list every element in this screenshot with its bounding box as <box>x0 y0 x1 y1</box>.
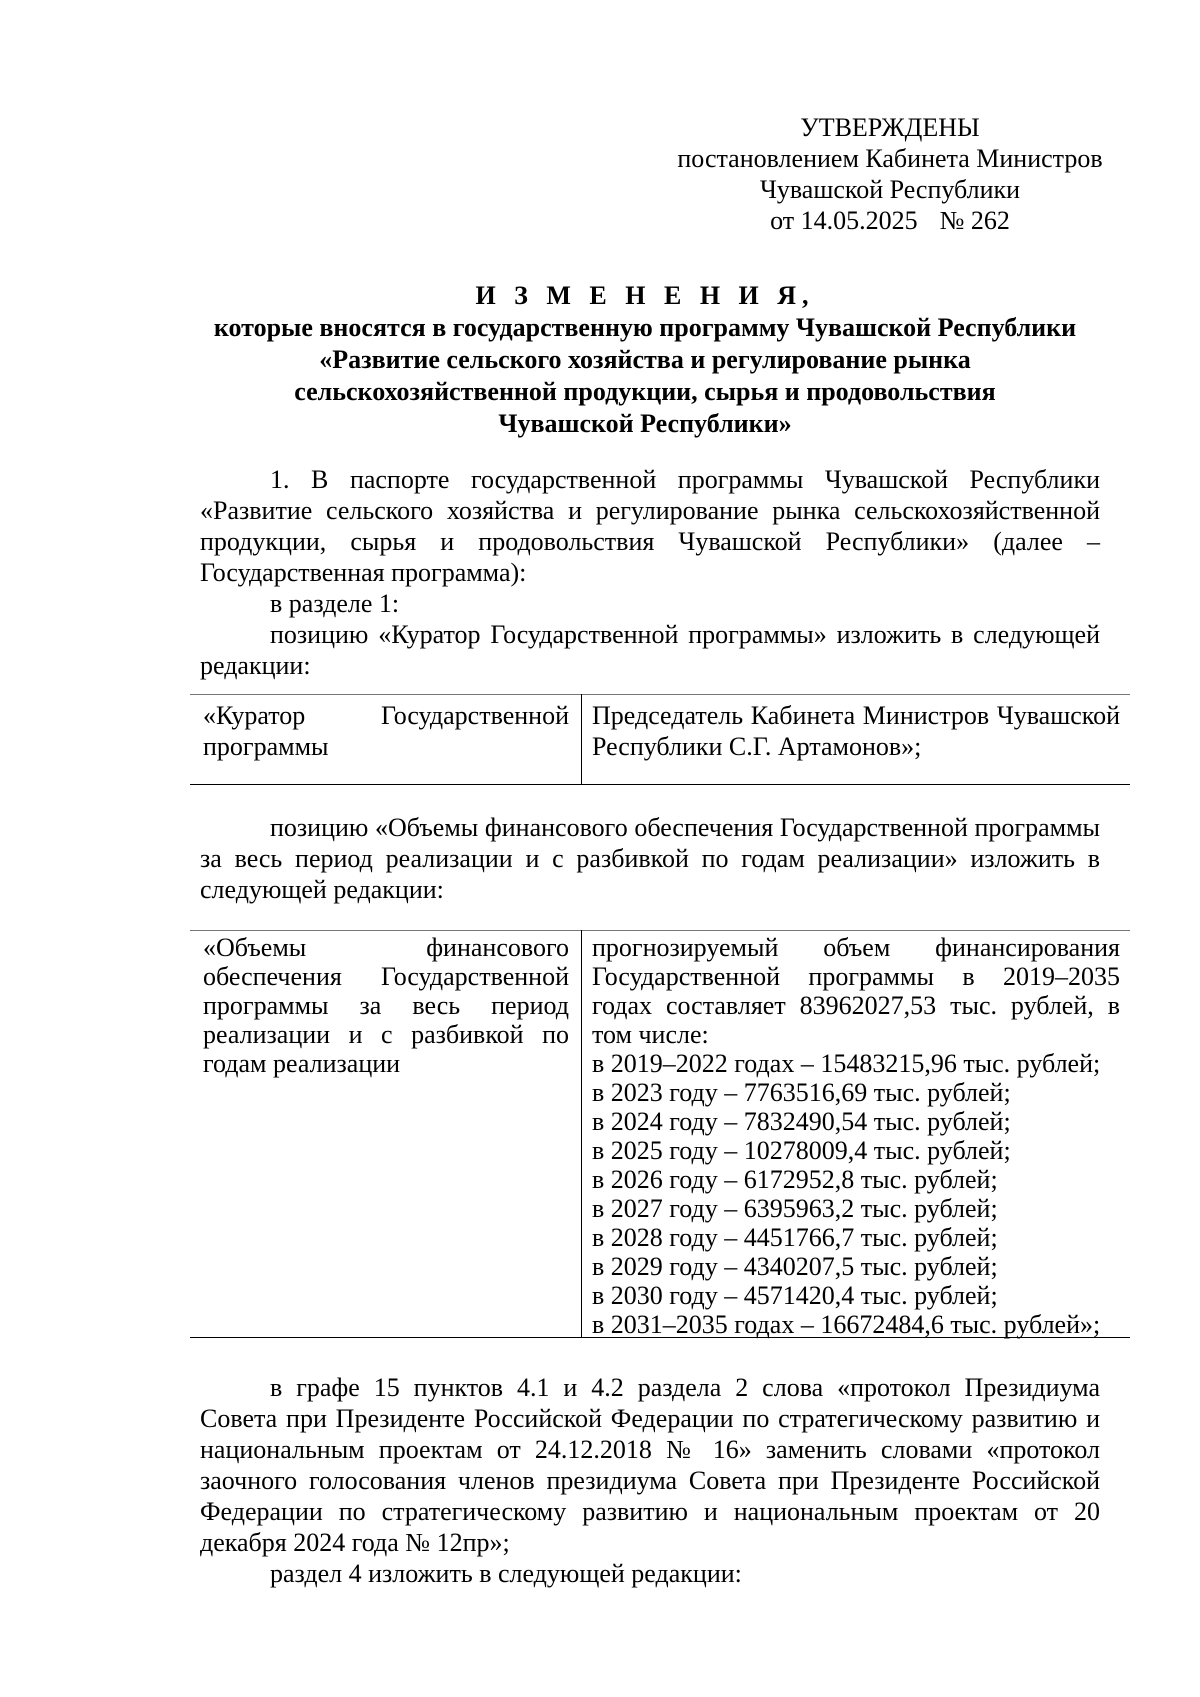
financing-year-line: в 2019–2022 годах – 15483215,96 тыс. рублей; <box>592 1049 1101 1078</box>
paragraph-financing-position: позицию «Объемы финансового обеспечения Государственной программы за весь период реализации и с разбивкой по годам реализации» изложить в следующей редакции: <box>200 813 1100 904</box>
approval-date: от 14.05.2025 <box>770 206 918 235</box>
table-column-divider <box>581 930 582 1337</box>
financing-total-text: прогнозируемый объем финансирования Государственной программы в 2019–2035 годах составляет 83962027,53 тыс. рублей, в том числе: <box>592 933 1120 1049</box>
table-border-bottom <box>190 784 1130 785</box>
financing-year-line: в 2028 году – 4451766,7 тыс. рублей; <box>592 1223 998 1252</box>
table-border-top <box>190 930 1130 931</box>
financing-year-line: в 2026 году – 6172952,8 тыс. рублей; <box>592 1165 998 1194</box>
financing-year-line: в 2025 году – 10278009,4 тыс. рублей; <box>592 1136 1011 1165</box>
approval-title: УТВЕРЖДЕНЫ <box>800 113 980 142</box>
paragraph-curator-position: позицию «Куратор Государственной программы» изложить в следующей редакции: <box>200 620 1100 680</box>
financing-table-left-cell: «Объемы финансового обеспечения Государственной программы за весь период реализации и с разбивкой по годам реализации <box>203 933 569 1078</box>
approval-line-authority: постановлением Кабинета Министров <box>677 144 1103 173</box>
financing-year-line: в 2029 году – 4340207,5 тыс. рублей; <box>592 1252 998 1281</box>
approval-date-line <box>660 205 1120 236</box>
financing-year-line: в 2031–2035 годах – 16672484,6 тыс. рублей»; <box>592 1310 1101 1339</box>
paragraph-section-1: в разделе 1: <box>270 589 400 618</box>
paragraph-section-4: раздел 4 изложить в следующей редакции: <box>270 1559 742 1588</box>
financing-table-right-cell <box>592 933 1120 1339</box>
table-border-top <box>190 694 1130 695</box>
curator-table-right-cell: Председатель Кабинета Министров Чувашской Республики С.Г. Артамонов»; <box>592 701 1120 761</box>
financing-year-line: в 2024 году – 7832490,54 тыс. рублей; <box>592 1107 1011 1136</box>
curator-table-left-cell: «Куратор Государственной программы <box>203 701 569 761</box>
financing-year-line: в 2023 году – 7763516,69 тыс. рублей; <box>592 1078 1011 1107</box>
title-line-2: «Развитие сельского хозяйства и регулирование рынка <box>319 345 971 374</box>
approval-number: № 262 <box>939 206 1010 235</box>
financing-year-line: в 2030 году – 4571420,4 тыс. рублей; <box>592 1281 998 1310</box>
approval-line-republic: Чувашской Республики <box>759 175 1021 204</box>
paragraph-column-15-change: в графе 15 пунктов 4.1 и 4.2 раздела 2 слова «протокол Президиума Совета при Президенте Российской Федерации по стратегическому развитию и национальным проектам от 24.12.2018 № 16» заменить словами «протокол заочного голосования членов президиума Совета при Президенте Российской Федерации по стратегическому развитию и национальным проектам от 20 декабря 2024 года № 12пр»; <box>200 1373 1100 1557</box>
financing-year-line: в 2027 году – 6395963,2 тыс. рублей; <box>592 1194 998 1223</box>
title-line-1: которые вносятся в государственную программу Чувашской Республики <box>213 313 1077 342</box>
title-line-3: сельскохозяйственной продукции, сырья и продовольствия <box>294 377 996 406</box>
paragraph-passport: 1. В паспорте государственной программы Чувашской Республики «Развитие сельского хозяйства и регулирование рынка сельскохозяйственной продукции, сырья и продовольствия Чувашской Республики» (далее – Государственная программа): <box>200 465 1100 587</box>
title-line-4: Чувашской Республики» <box>498 409 792 438</box>
approval-block <box>660 112 1120 236</box>
document-title <box>195 280 1095 440</box>
title-heading: И З М Е Н Е Н И Я, <box>475 281 815 310</box>
table-column-divider <box>581 694 582 784</box>
